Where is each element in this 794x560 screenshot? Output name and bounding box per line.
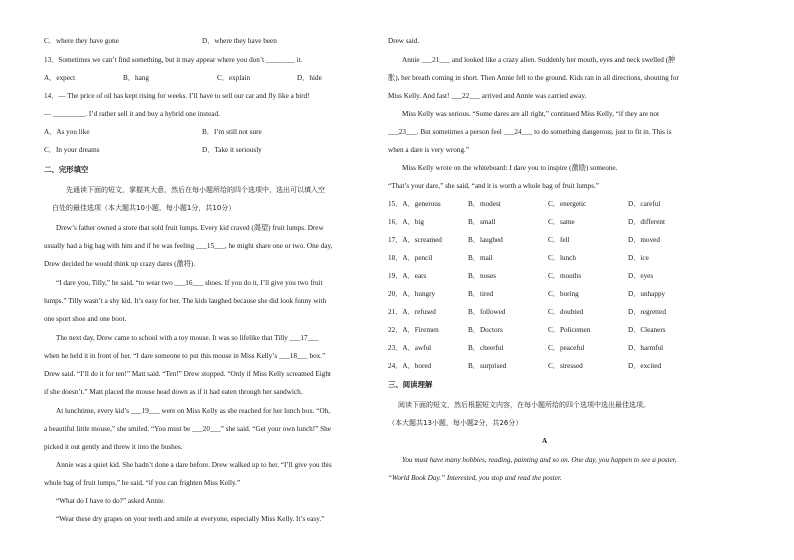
passage-line: Drew decided he would think up crazy dares (激将). — [44, 260, 196, 268]
section-3-instruction-1: 阅读下面的短文，然后根据短文内容，在每小题所给的四个选项中选出最佳选项。 — [398, 401, 650, 409]
q14-option-a: A．As you like — [44, 128, 90, 136]
option-row-23-a: 23．A．awful — [388, 344, 432, 352]
passage-line: Annie ___21___ and looked like a crazy alien. Suddenly her mouth, eyes and neck swelled (肿 — [402, 56, 676, 64]
option-row-20-c: C．boring — [548, 290, 579, 298]
q12-option-c: C．where they have gone — [44, 37, 119, 45]
option-row-20-d: D．unhappy — [628, 290, 666, 298]
passage-line: Annie was a quiet kid. She hadn’t done a dare before. Drew walked up to her. “I’ll give you this — [56, 461, 332, 469]
option-row-17-b: B．laughed — [468, 236, 503, 244]
question-14: 14．— The price of oil has kept rising for weeks. I’ll have to sell our car and fly like a bird! — [44, 92, 310, 100]
option-row-15-b: B．modest — [468, 200, 501, 208]
option-row-16-c: C．same — [548, 218, 575, 226]
option-row-15-a: 15．A．generous — [388, 200, 441, 208]
passage-line: Drew’s father owned a store that sold fruit lumps. Every kid craved (渴望) fruit lumps. Drew — [56, 224, 324, 232]
passage-line: a beautiful little mouse,” she smiled. “You must be ___20___” she said. “Get your own lunch!” She — [44, 425, 331, 433]
section-2-instruction-1: 先通读下面的短文，掌握其大意，然后在每小题所给的四个选项中，选出可以填入空 — [66, 186, 325, 194]
option-row-19-c: C．mouths — [548, 272, 582, 280]
passage-line: ___23___. But sometimes a person feel ___24___ to do something dangerous, just to fit in. This is — [388, 128, 672, 136]
q13-option-d: D．hide — [297, 74, 322, 82]
option-row-17-d: D．moved — [628, 236, 660, 244]
question-14-reply: — _________. I’d rather sell it and buy a hybrid one instead. — [44, 110, 220, 118]
passage-line: Miss Kelly wrote on the whiteboard: I dare you to inspire (激励) someone. — [402, 164, 618, 172]
passage-line: “That’s your dare,” she said, “and it is worth a whole bag of fruit lumps.” — [388, 182, 599, 190]
q14-option-b: B．I’m still not sure — [202, 128, 262, 136]
option-row-24-d: D．excited — [628, 362, 662, 370]
option-row-21-d: D．regretted — [628, 308, 666, 316]
passage-line: when he held it in front of her. “I dare someone to put this mouse in Miss Kelly’s ___18___ box.” — [44, 352, 326, 360]
option-row-18-a: 18．A．pencil — [388, 254, 433, 262]
option-row-21-c: C．doubted — [548, 308, 584, 316]
option-row-22-b: B．Doctors — [468, 326, 503, 334]
option-row-23-b: B．cheerful — [468, 344, 504, 352]
passage-line: “I dare you, Tilly,” he said, “to wear two ___16___ shoes. If you do it, I’ll give you two fruit — [56, 279, 323, 287]
option-row-19-a: 19．A．ears — [388, 272, 427, 280]
passage-line: whole bag of fruit lumps,” he said, “if you can frighten Miss Kelly.” — [44, 479, 241, 487]
section-2-instruction-2: 白处的最佳选项（本大题共10小题，每小题1分，共10分） — [52, 204, 236, 212]
passage-a-line: “World Book Day.” Interested, you stop and read the poster. — [388, 474, 562, 482]
option-row-20-b: B．tired — [468, 290, 494, 298]
option-row-23-c: C．peaceful — [548, 344, 585, 352]
passage-line: lumps.” Tilly wasn’t a shy kid. It’s easy for her. The kids laughed because she did look funny with — [44, 297, 327, 305]
q13-option-a: A．expect — [44, 74, 76, 82]
passage-line: picked it out gently and threw it into the bushes. — [44, 443, 183, 451]
option-row-15-c: C．energetic — [548, 200, 587, 208]
passage-line: Drew said. — [388, 37, 420, 45]
passage-line: “What do I have to do?” asked Annie. — [56, 497, 165, 505]
option-row-16-b: B．small — [468, 218, 496, 226]
option-row-22-d: D．Cleaners — [628, 326, 666, 334]
question-13: 13．Sometimes we can’t find something, but it may appear where you don’t ________ it. — [44, 56, 303, 64]
q13-option-c: C．explain — [217, 74, 251, 82]
passage-line: when a dare is very wrong.” — [388, 146, 470, 154]
q14-option-c: C．In your dreams — [44, 146, 100, 154]
option-row-19-d: D．eyes — [628, 272, 654, 280]
option-row-16-a: 16．A．big — [388, 218, 424, 226]
option-row-15-d: D．careful — [628, 200, 661, 208]
passage-a-label: A — [542, 437, 548, 445]
section-3-title: 三、阅读理解 — [388, 380, 433, 389]
option-row-18-b: B．mail — [468, 254, 493, 262]
option-row-23-d: D．harmful — [628, 344, 664, 352]
passage-line: if she doesn’t.” Matt placed the mouse head down as if it had eaten through her sandwich. — [44, 388, 303, 396]
option-row-21-a: 21．A．refused — [388, 308, 436, 316]
section-3-instruction-2: （本大题共13小题，每小题2分，共26分） — [388, 419, 523, 427]
option-row-17-a: 17．A．screamed — [388, 236, 442, 244]
option-row-19-b: B．noses — [468, 272, 496, 280]
option-row-24-b: B．surprised — [468, 362, 507, 370]
passage-line: Miss Kelly. And fast! ___22___ arrived and Annie was carried away. — [388, 92, 587, 100]
option-row-17-c: C．fell — [548, 236, 570, 244]
passage-a-line: You must have many hobbies, reading, painting and so on. One day, you happen to see a poster, — [402, 456, 677, 464]
option-row-22-c: C．Policemen — [548, 326, 591, 334]
option-row-24-a: 24．A．bored — [388, 362, 432, 370]
passage-line: At lunchtime, every kid’s ___19___ were on Miss Kelly as she reached for her lunch box. “Oh, — [56, 407, 331, 415]
passage-line: one sport shoe and one boot. — [44, 315, 127, 323]
q13-option-b: B．hang — [123, 74, 149, 82]
section-2-title: 二、完形填空 — [44, 165, 89, 174]
passage-line: “Wear these dry grapes on your teeth and smile at everyone, especially Miss Kelly. It’s easy.” — [56, 515, 325, 523]
option-row-18-d: D．ice — [628, 254, 649, 262]
q12-option-d: D．where they have been — [202, 37, 277, 45]
option-row-21-b: B．followed — [468, 308, 506, 316]
option-row-22-a: 22．A．Firemen — [388, 326, 439, 334]
option-row-18-c: C．lunch — [548, 254, 576, 262]
option-row-16-d: D．different — [628, 218, 665, 226]
q14-option-d: D．Take it seriously — [202, 146, 262, 154]
option-row-20-a: 20．A．hungry — [388, 290, 436, 298]
passage-line: The next day, Drew came to school with a toy mouse. It was so lifelike that Tilly ___17___ — [56, 334, 319, 342]
passage-line: Drew said. “I’ll do it for ten!” Matt said. “Ten!” Drew stopped. “Only if Miss Kelly screamed Eight — [44, 370, 331, 378]
passage-line: 胀), her breath coming in short. Then Annie fell to the ground. Kids ran in all directions, shouting for — [388, 74, 679, 82]
passage-line: usually had a big bag with him and if he was feeling ___15___, he might share one or two. One day, — [44, 242, 333, 250]
option-row-24-c: C．stressed — [548, 362, 583, 370]
passage-line: Miss Kelly was serious. “Some dares are all right,” continued Miss Kelly, “if they are not — [402, 110, 660, 118]
